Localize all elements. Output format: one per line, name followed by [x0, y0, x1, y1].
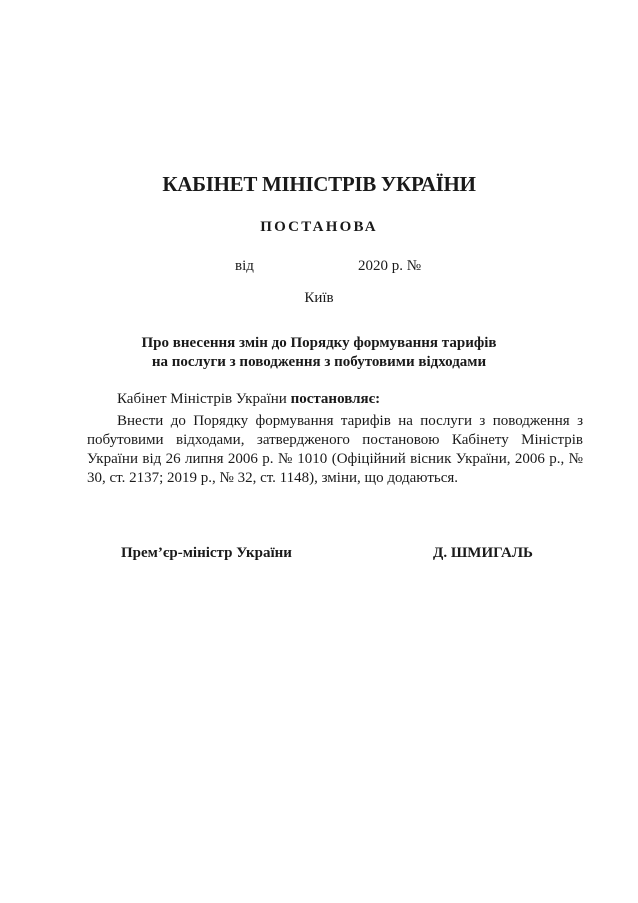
document-title [0, 334, 638, 372]
resolution-prefix: Кабінет Міністрів України [117, 391, 291, 407]
signatory-position: Прем’єр-міністр України [121, 545, 292, 561]
organization-heading: КАБІНЕТ МІНІСТРІВ УКРАЇНИ [162, 172, 476, 196]
resolution-paragraph: Внести до Порядку формування тарифів на послуги з поводження з побутовими відходами, затвердженого постановою Кабінету Міністрів України від 26 липня 2006 р. № 1010 (Офіційний вісник України, 2006 р., № 30, ст. 2137; 2019 р., № 32, ст. 1148), зміни, що додаються. [87, 413, 583, 486]
document-type-heading: ПОСТАНОВА [260, 219, 378, 235]
resolution-statement [117, 391, 380, 408]
signatory-name: Д. ШМИГАЛЬ [433, 545, 533, 561]
document-title-line-1: Про внесення змін до Порядку формування тарифів [141, 335, 497, 351]
date-prefix: від [235, 258, 254, 274]
city-name: Київ [304, 290, 334, 306]
document-title-line-2: на послуги з поводження з побутовими відходами [151, 354, 487, 370]
date-year-number: 2020 р. № [358, 258, 422, 274]
resolution-verb: постановляє: [290, 391, 381, 407]
